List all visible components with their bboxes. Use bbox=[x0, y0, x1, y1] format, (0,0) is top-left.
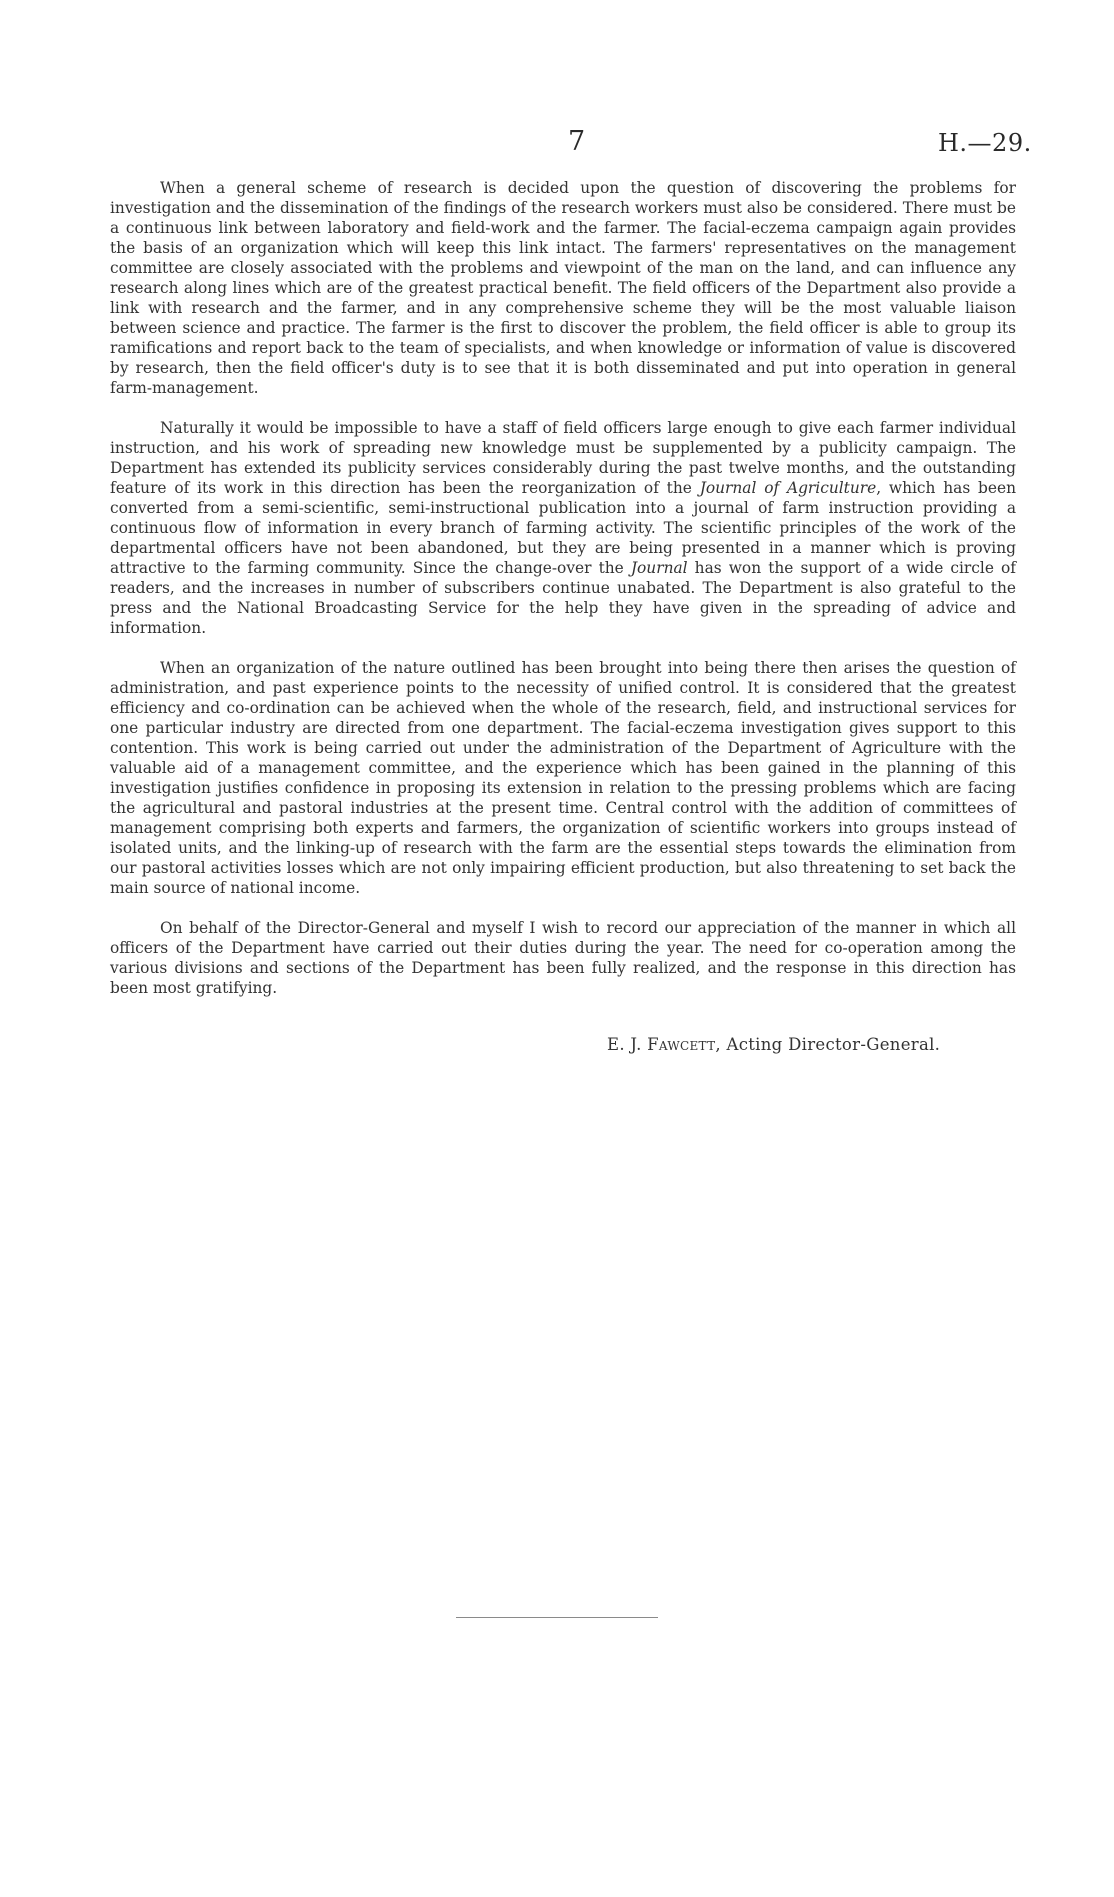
body-text bbox=[110, 178, 1016, 1018]
journal-short-title: Journal bbox=[630, 559, 688, 577]
signatory-title: , Acting Director-General. bbox=[715, 1035, 941, 1054]
end-rule-divider bbox=[456, 1617, 658, 1618]
page-number: 7 bbox=[568, 126, 586, 157]
document-reference: H.—29. bbox=[938, 129, 1032, 157]
signature bbox=[607, 1035, 940, 1054]
paragraph-text-segment: Naturally it would be impossible to have a staff of field officers large enough to give each farmer individual instruction, and his work of spreading new knowledge must be supplemented by a publicity campaign. The Department has extended its publicity services considerably during the past twelve months, and the outstanding feature of its work in this direction has been the reorganization of the bbox=[110, 419, 1016, 497]
paragraph-text-segment: , which has been converted from a semi-scientific, semi-instructional publication into a journal of farm instruction providing a continuous flow of information in every branch of farming activity. The scientific principles of the work of the departmental officers have not been abandoned, but they are being presented in a manner which is proving attractive to the farming community. Since the change-over the bbox=[110, 479, 1016, 577]
journal-title: Journal of Agriculture bbox=[699, 479, 877, 497]
signatory-name: E. J. Fawcett bbox=[607, 1035, 716, 1054]
paragraph-research-dissemination: When a general scheme of research is decided upon the question of discovering the problems for investigation and the dissemination of the findings of the research workers must also be considered. There must be a continuous link between laboratory and field-work and the farmer. The facial-eczema campaign again provides the basis of an organization which will keep this link intact. The farmers' representatives on the management committee are closely associated with the problems and viewpoint of the man on the land, and can influence any research along lines which are of the greatest practical benefit. The field officers of the Department also provide a link with research and the farmer, and in any comprehensive scheme they will be the most valuable liaison between science and practice. The farmer is the first to discover the problem, the field officer is able to group its ramifications and report back to the team of specialists, and when knowledge or information of value is discovered by research, then the field officer's duty is to see that it is both disseminated and put into operation in general farm-management. bbox=[110, 179, 1016, 397]
paragraph-administration: When an organization of the nature outlined has been brought into being there then arises the question of administration, and past experience points to the necessity of unified control. It is considered that the greatest efficiency and co-ordination can be achieved when the whole of the research, field, and instructional services for one particular industry are directed from one department. The facial-eczema investigation gives support to this contention. This work is being carried out under the administration of the Department of Agriculture with the valuable aid of a management committee, and the experience which has been gained in the planning of this investigation justifies confidence in proposing its extension in relation to the pressing problems which are facing the agricultural and pastoral industries at the present time. Central control with the addition of committees of management comprising both experts and farmers, the organization of scientific workers into groups instead of isolated units, and the linking-up of research with the farm are the essential steps towards the elimination from our pastoral activities losses which are not only impairing efficient production, but also threatening to set back the main source of national income. bbox=[110, 659, 1016, 897]
paragraph-text-segment: has won the support of a wide circle of readers, and the increases in number of subscribers continue unabated. The Department is also grateful to the press and the National Broadcasting Service for the help they have given in the spreading of advice and information. bbox=[110, 559, 1016, 637]
paragraph-appreciation: On behalf of the Director-General and myself I wish to record our appreciation of the manner in which all officers of the Department have carried out their duties during the year. The need for co-operation among the various divisions and sections of the Department has been fully realized, and the response in this direction has been most gratifying. bbox=[110, 919, 1016, 997]
paragraph-publicity-campaign bbox=[110, 418, 1016, 638]
